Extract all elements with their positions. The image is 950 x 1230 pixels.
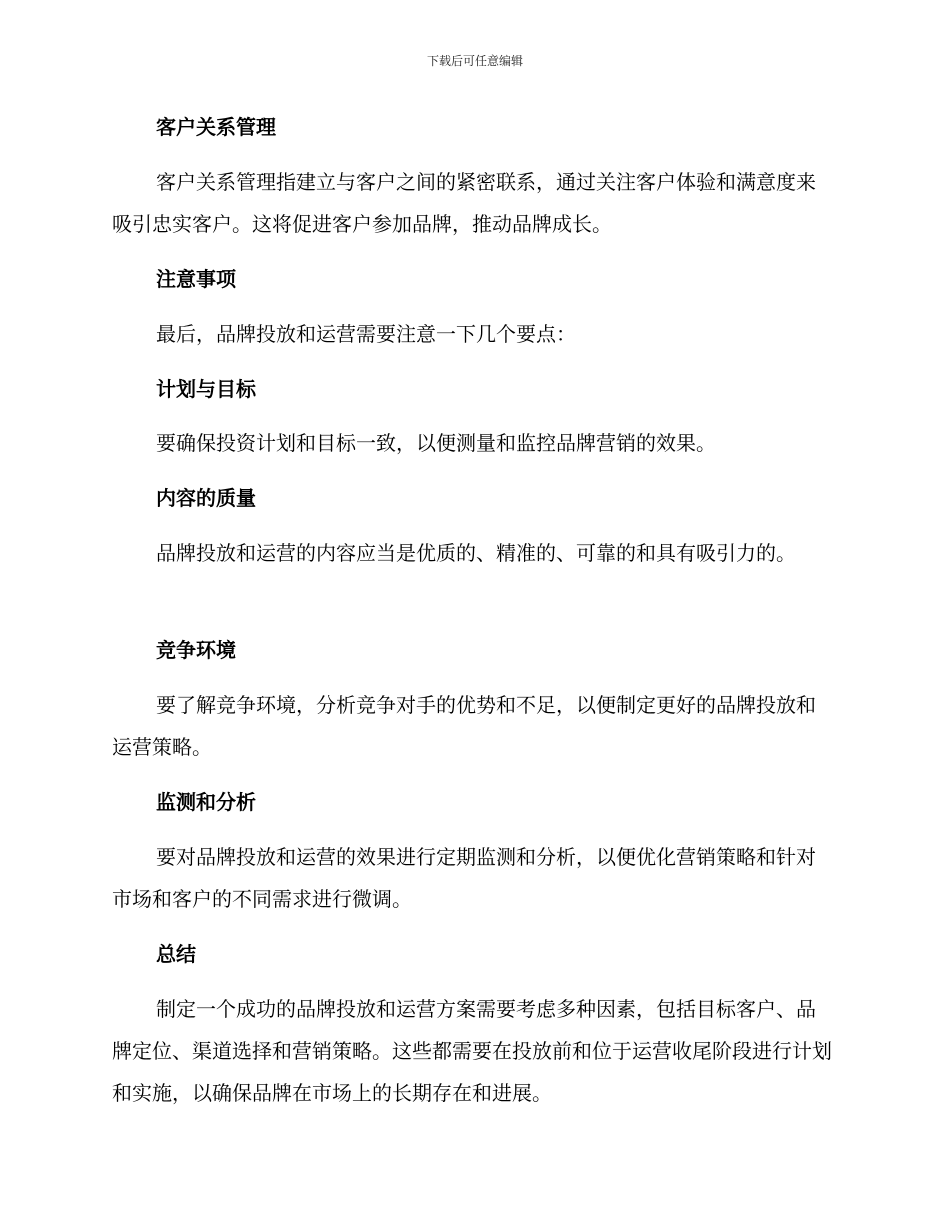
section-heading-notes: 注意事项 [156, 267, 236, 291]
section-heading-competition: 竞争环境 [156, 638, 236, 662]
section-body-crm: 客户关系管理指建立与客户之间的紧密联系，通过关注客户体验和满意度来吸引忠实客户。这将促进客户参加品牌，推动品牌成长。 [112, 170, 816, 236]
section-body-monitoring: 要对品牌投放和运营的效果进行定期监测和分析，以便优化营销策略和针对市场和客户的不同需求进行微调。 [112, 845, 816, 911]
section-body-content-quality: 品牌投放和运营的内容应当是优质的、精准的、可靠的和具有吸引力的。 [156, 541, 796, 565]
section-body-competition: 要了解竞争环境，分析竞争对手的优势和不足，以便制定更好的品牌投放和运营策略。 [112, 693, 816, 759]
section-heading-summary: 总结 [156, 942, 196, 966]
section-heading-monitoring: 监测和分析 [156, 790, 256, 814]
section-body-notes: 最后，品牌投放和运营需要注意一下几个要点： [156, 322, 576, 346]
page-header: 下载后可任意编辑 [426, 54, 523, 68]
section-heading-plan: 计划与目标 [156, 377, 256, 401]
section-heading-content-quality: 内容的质量 [156, 486, 256, 510]
section-body-plan: 要确保投资计划和目标一致，以便测量和监控品牌营销的效果。 [156, 431, 716, 455]
section-heading-crm: 客户关系管理 [156, 115, 276, 139]
section-body-summary: 制定一个成功的品牌投放和运营方案需要考虑多种因素，包括目标客户、品牌定位、渠道选择和营销策略。这些都需要在投放前和位于运营收尾阶段进行计划和实施，以确保品牌在市场上的长期存在和进展。 [112, 997, 832, 1105]
